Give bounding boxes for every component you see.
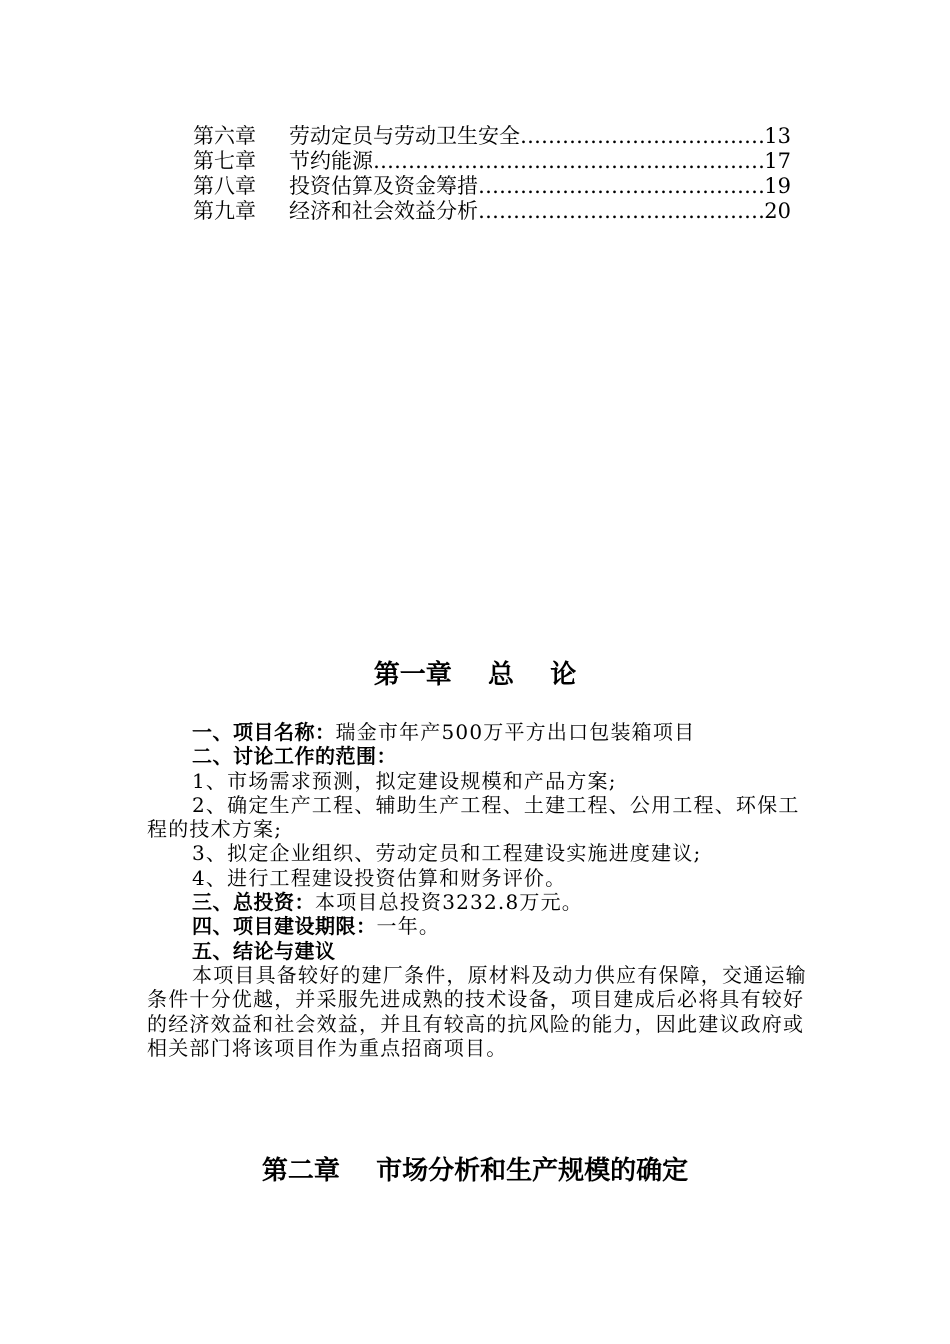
toc-entry — [193, 174, 791, 199]
period-label: 四、项目建设期限： — [192, 914, 377, 939]
scope-item: 4、进行工程建设投资估算和财务评价。 — [192, 865, 567, 890]
toc-chapter: 第六章 — [193, 124, 256, 148]
toc-title: 经济和社会效益分析 — [289, 199, 478, 223]
toc-entry — [193, 149, 791, 174]
toc-page-number: 13 — [764, 124, 791, 148]
scope-item: 1、市场需求预测，拟定建设规模和产品方案; — [192, 768, 617, 793]
toc-title: 投资估算及资金筹措 — [289, 174, 478, 198]
scope-heading-paragraph — [147, 744, 807, 768]
period-paragraph — [147, 914, 807, 938]
investment-paragraph — [147, 890, 807, 914]
toc-chapter: 第七章 — [193, 149, 256, 173]
project-name-paragraph — [147, 720, 807, 744]
toc-leader-dots — [478, 199, 764, 224]
toc-page-number: 19 — [764, 174, 791, 198]
conclusion-text: 本项目具备较好的建厂条件，原材料及动力供应有保障，交通运输条件十分优越，并采服先进成熟的技术设备，项目建成后必将具有较好的经济效益和社会效益，并且有较高的抗风险的能力，因此建议政府或相关部门将该项目作为重点招商项目。 — [147, 962, 807, 1060]
investment-value: 本项目总投资3232.8万元。 — [315, 890, 583, 915]
toc-chapter: 第九章 — [193, 199, 256, 223]
toc-page-number: 17 — [764, 149, 791, 173]
chapter-2-heading: 第二章 市场分析和生产规模的确定 — [261, 1156, 689, 1186]
conclusion-label: 五、结论与建议 — [192, 938, 336, 963]
project-name-label: 一、项目名称： — [192, 720, 336, 744]
conclusion-heading-paragraph — [147, 939, 807, 963]
project-name-value: 瑞金市年产500万平方出口包装箱项目 — [335, 720, 696, 744]
chapter-1-heading: 第一章 总 论 — [373, 660, 577, 690]
scope-label: 二、讨论工作的范围： — [192, 744, 397, 769]
scope-item: 3、拟定企业组织、劳动定员和工程建设实施进度建议; — [192, 841, 702, 866]
toc-entry — [193, 199, 791, 224]
toc-page-number: 20 — [764, 199, 791, 223]
period-value: 一年。 — [376, 914, 441, 939]
toc-chapter: 第八章 — [193, 174, 256, 198]
toc-leader-dots — [478, 174, 764, 199]
toc-entry — [193, 124, 791, 149]
toc-title: 节约能源 — [289, 149, 373, 173]
toc-leader-dots — [520, 124, 764, 149]
investment-label: 三、总投资： — [192, 890, 315, 915]
toc-title: 劳动定员与劳动卫生安全 — [289, 124, 520, 148]
table-of-contents — [193, 124, 791, 224]
toc-leader-dots — [373, 149, 764, 174]
scope-item: 2、确定生产工程、辅助生产工程、土建工程、公用工程、环保工程的技术方案; — [147, 792, 800, 842]
chapter-1-body — [147, 720, 807, 1060]
